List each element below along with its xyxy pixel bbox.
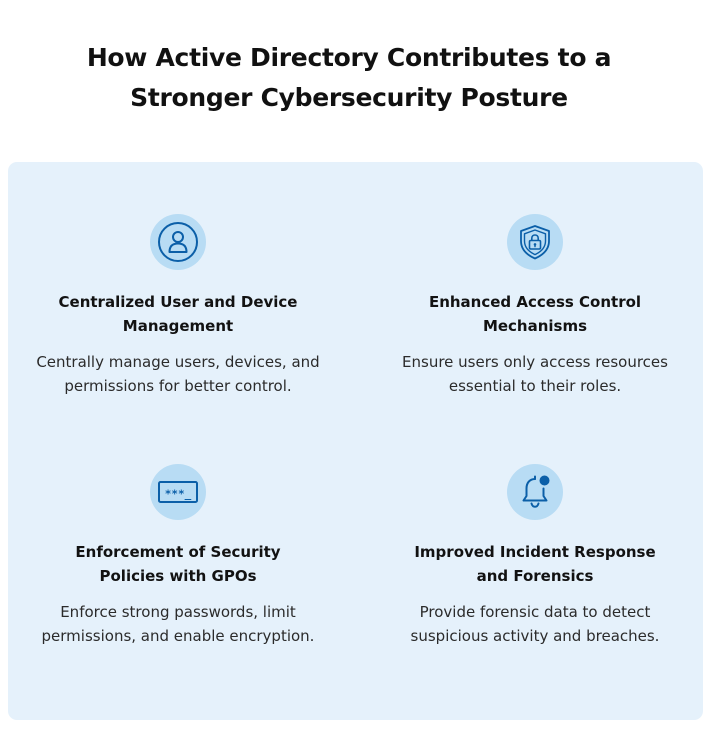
feature-title <box>370 540 700 588</box>
feature-description-line: essential to their roles. <box>448 377 622 395</box>
feature-title-line: and Forensics <box>476 567 594 585</box>
feature-title-line: Mechanisms <box>482 317 588 335</box>
shield-lock-icon <box>515 222 555 262</box>
feature-title-line: Enhanced Access Control <box>428 293 642 311</box>
feature-title-line: Centralized User and Device <box>58 293 298 311</box>
feature-description-line: Ensure users only access resources <box>402 353 668 371</box>
features-panel <box>8 162 703 720</box>
feature-description-line: permissions, and enable encryption. <box>41 627 315 645</box>
feature-title-line: Enforcement of Security <box>75 543 281 561</box>
feature-title <box>13 290 343 338</box>
page-title <box>0 38 698 118</box>
feature-description-line: Provide forensic data to detect <box>419 603 651 621</box>
feature-title-line: Policies with GPOs <box>99 567 257 585</box>
feature-title <box>370 290 700 338</box>
page-title-line-1: How Active Directory Contributes to a <box>86 43 612 72</box>
notification-bell-icon <box>515 472 555 512</box>
feature-description-line: permissions for better control. <box>64 377 292 395</box>
user-icon <box>156 220 200 264</box>
feature-description-line: suspicious activity and breaches. <box>410 627 660 645</box>
feature-card-incident-response <box>370 464 700 648</box>
feature-icon-circle <box>507 214 563 270</box>
feature-description <box>370 350 700 398</box>
feature-title-line: Management <box>122 317 234 335</box>
feature-card-security-policies <box>13 464 343 648</box>
feature-icon-circle <box>150 214 206 270</box>
feature-description-line: Centrally manage users, devices, and <box>36 353 320 371</box>
feature-description <box>13 600 343 648</box>
feature-description <box>370 600 700 648</box>
feature-description-line: Enforce strong passwords, limit <box>60 603 296 621</box>
password-mask-text: ***_ <box>164 487 192 501</box>
feature-card-user-management <box>13 214 343 398</box>
feature-icon-circle <box>507 464 563 520</box>
feature-description <box>13 350 343 398</box>
page-title-line-2: Stronger Cybersecurity Posture <box>130 83 568 112</box>
feature-icon-circle <box>150 464 206 520</box>
feature-title-line: Improved Incident Response <box>414 543 656 561</box>
feature-title <box>13 540 343 588</box>
feature-card-access-control <box>370 214 700 398</box>
password-field-icon <box>157 477 199 507</box>
